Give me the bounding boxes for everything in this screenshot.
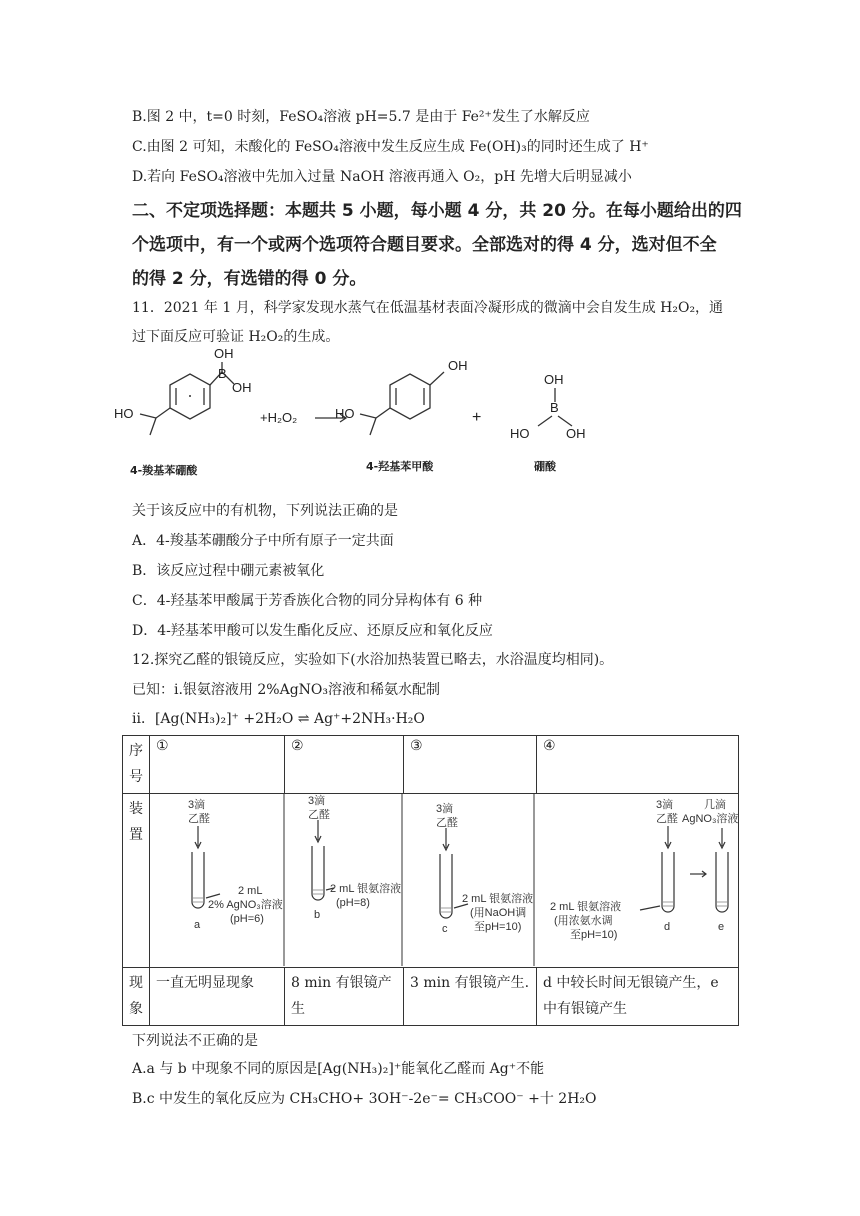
q12-known2: ii．[Ag(NH₃)₂]⁺ +2H₂O ⇌ Ag⁺+2NH₃·H₂O (132, 711, 425, 727)
c-ph: 至pH=10) (474, 921, 522, 933)
a-ph: (pH=6) (230, 913, 264, 925)
q12-option-b: B.c 中发生的氧化反应为 CH₃CHO+ 3OH⁻-2e⁻= CH₃COO⁻ +十 2H₂O (132, 1091, 597, 1107)
row-header-seq: 序号 (123, 736, 150, 794)
option-c-line: C.由图 2 可知，未酸化的 FeSO₄溶液中发生反应生成 Fe(OH)₃的同时还生成了 H⁺ (132, 139, 649, 155)
obs-4: d 中较长时间无银镜产生，e 中有银镜产生 (537, 968, 739, 1026)
q11-option-c: C．4-羟基苯甲酸属于芳香族化合物的同分异构体有 6 种 (132, 593, 483, 609)
tube-d-label: d (664, 921, 671, 933)
oh-label: OH (448, 358, 468, 373)
ho-label: HO (335, 406, 355, 421)
option-d-line: D.若向 FeSO₄溶液中先加入过量 NaOH 溶液再通入 O₂，pH 先增大后明显减小 (132, 169, 632, 185)
product-name: 4-羟基苯甲酸 (366, 460, 434, 473)
row-header-obs: 现象 (123, 968, 150, 1026)
few-drops-label: 几滴 (704, 799, 726, 811)
b-label: B (550, 400, 559, 415)
tube-a-label: a (194, 919, 201, 931)
q12-option-a: A.a 与 b 中现象不同的原因是[Ag(NH₃)₂]⁺能氧化乙醛而 Ag⁺不能 (132, 1061, 545, 1077)
apparatus-figure (150, 794, 739, 968)
col-1: ① (150, 736, 285, 794)
drop-label-b: 3滴 (308, 795, 326, 807)
q12-stem: 12.探究乙醛的银镜反应，实验如下(水浴加热装置已略去，水浴温度均相同)。 (132, 652, 614, 668)
obs-3: 3 min 有银镜产生. (404, 968, 537, 1026)
b-label: B (218, 366, 227, 381)
acetaldehyde-label-d: 乙醛 (656, 813, 678, 825)
plus-sign: + (472, 409, 482, 426)
q12-known1: 已知：i.银氨溶液用 2%AgNO₃溶液和稀氨水配制 (132, 682, 440, 698)
d-solution: 2 mL 银氨溶液 (550, 901, 622, 913)
a-volume: 2 mL (238, 885, 263, 897)
ho-label: HO (510, 426, 530, 441)
agno3-label: AgNO₃溶液 (682, 813, 738, 825)
col-2: ② (285, 736, 404, 794)
q12-ask: 下列说法不正确的是 (132, 1033, 258, 1049)
plus-h2o2: +H₂O₂ (260, 410, 298, 425)
c-adjust: (用NaOH调 (470, 907, 527, 919)
b-ph: (pH=8) (336, 897, 370, 909)
q11-stem-line2: 过下面反应可验证 H₂O₂的生成。 (132, 329, 340, 345)
tube-e-label: e (718, 921, 725, 933)
tube-c-label: c (442, 923, 448, 935)
row-header-device: 装置 (123, 794, 150, 968)
acetaldehyde-label-b: 乙醛 (308, 809, 330, 821)
boric-acid-name: 硼酸 (534, 460, 556, 473)
drop-label-a: 3滴 (188, 799, 206, 811)
d-ph: 至pH=10) (570, 929, 618, 941)
obs-2: 8 min 有银镜产生 (285, 968, 404, 1026)
reactant-name: 4-羧基苯硼酸 (130, 464, 198, 477)
obs-1: 一直无明显现象 (150, 968, 285, 1026)
drop-label-d: 3滴 (656, 799, 674, 811)
d-adjust: (用浓氨水调 (554, 915, 613, 927)
b-solution: 2 mL 银氨溶液 (330, 883, 402, 895)
experiment-table (122, 735, 739, 1026)
reaction-scheme (110, 340, 610, 480)
q11-option-d: D．4-羟基苯甲酸可以发生酯化反应、还原反应和氧化反应 (132, 623, 493, 639)
q11-option-b: B．该反应过程中硼元素被氧化 (132, 563, 325, 579)
oh-label: OH (214, 346, 234, 361)
col-4: ④ (537, 736, 739, 794)
q11-ask: 关于该反应中的有机物，下列说法正确的是 (132, 503, 398, 519)
a-solution: 2% AgNO₃溶液 (208, 899, 283, 911)
oh-label: OH (566, 426, 586, 441)
acetaldehyde-label-c: 乙醛 (436, 817, 458, 829)
oh-label: OH (232, 380, 252, 395)
col-3: ③ (404, 736, 537, 794)
oh-label: OH (544, 372, 564, 387)
tube-b-label: b (314, 909, 321, 921)
section-heading-line2: 个选项中，有一个或两个选项符合题目要求。全部选对的得 4 分，选对但不全 (132, 235, 717, 255)
c-solution: 2 mL 银氨溶液 (462, 893, 534, 905)
ho-label: HO (114, 406, 134, 421)
acetaldehyde-label-a: 乙醛 (188, 813, 210, 825)
q11-option-a: A．4-羧基苯硼酸分子中所有原子一定共面 (132, 533, 394, 549)
section-heading-line1: 二、不定项选择题：本题共 5 小题，每小题 4 分，共 20 分。在每小题给出的四 (132, 201, 742, 221)
option-b-line: B.图 2 中，t=0 时刻，FeSO₄溶液 pH=5.7 是由于 Fe²⁺发生了水解反应 (132, 109, 590, 125)
section-heading-line3: 的得 2 分，有选错的得 0 分。 (132, 269, 367, 289)
drop-label-c: 3滴 (436, 803, 454, 815)
q11-stem-line1: 11．2021 年 1 月，科学家发现水蒸气在低温基材表面冷凝形成的微滴中会自发生成 H₂O₂，通 (132, 300, 724, 316)
